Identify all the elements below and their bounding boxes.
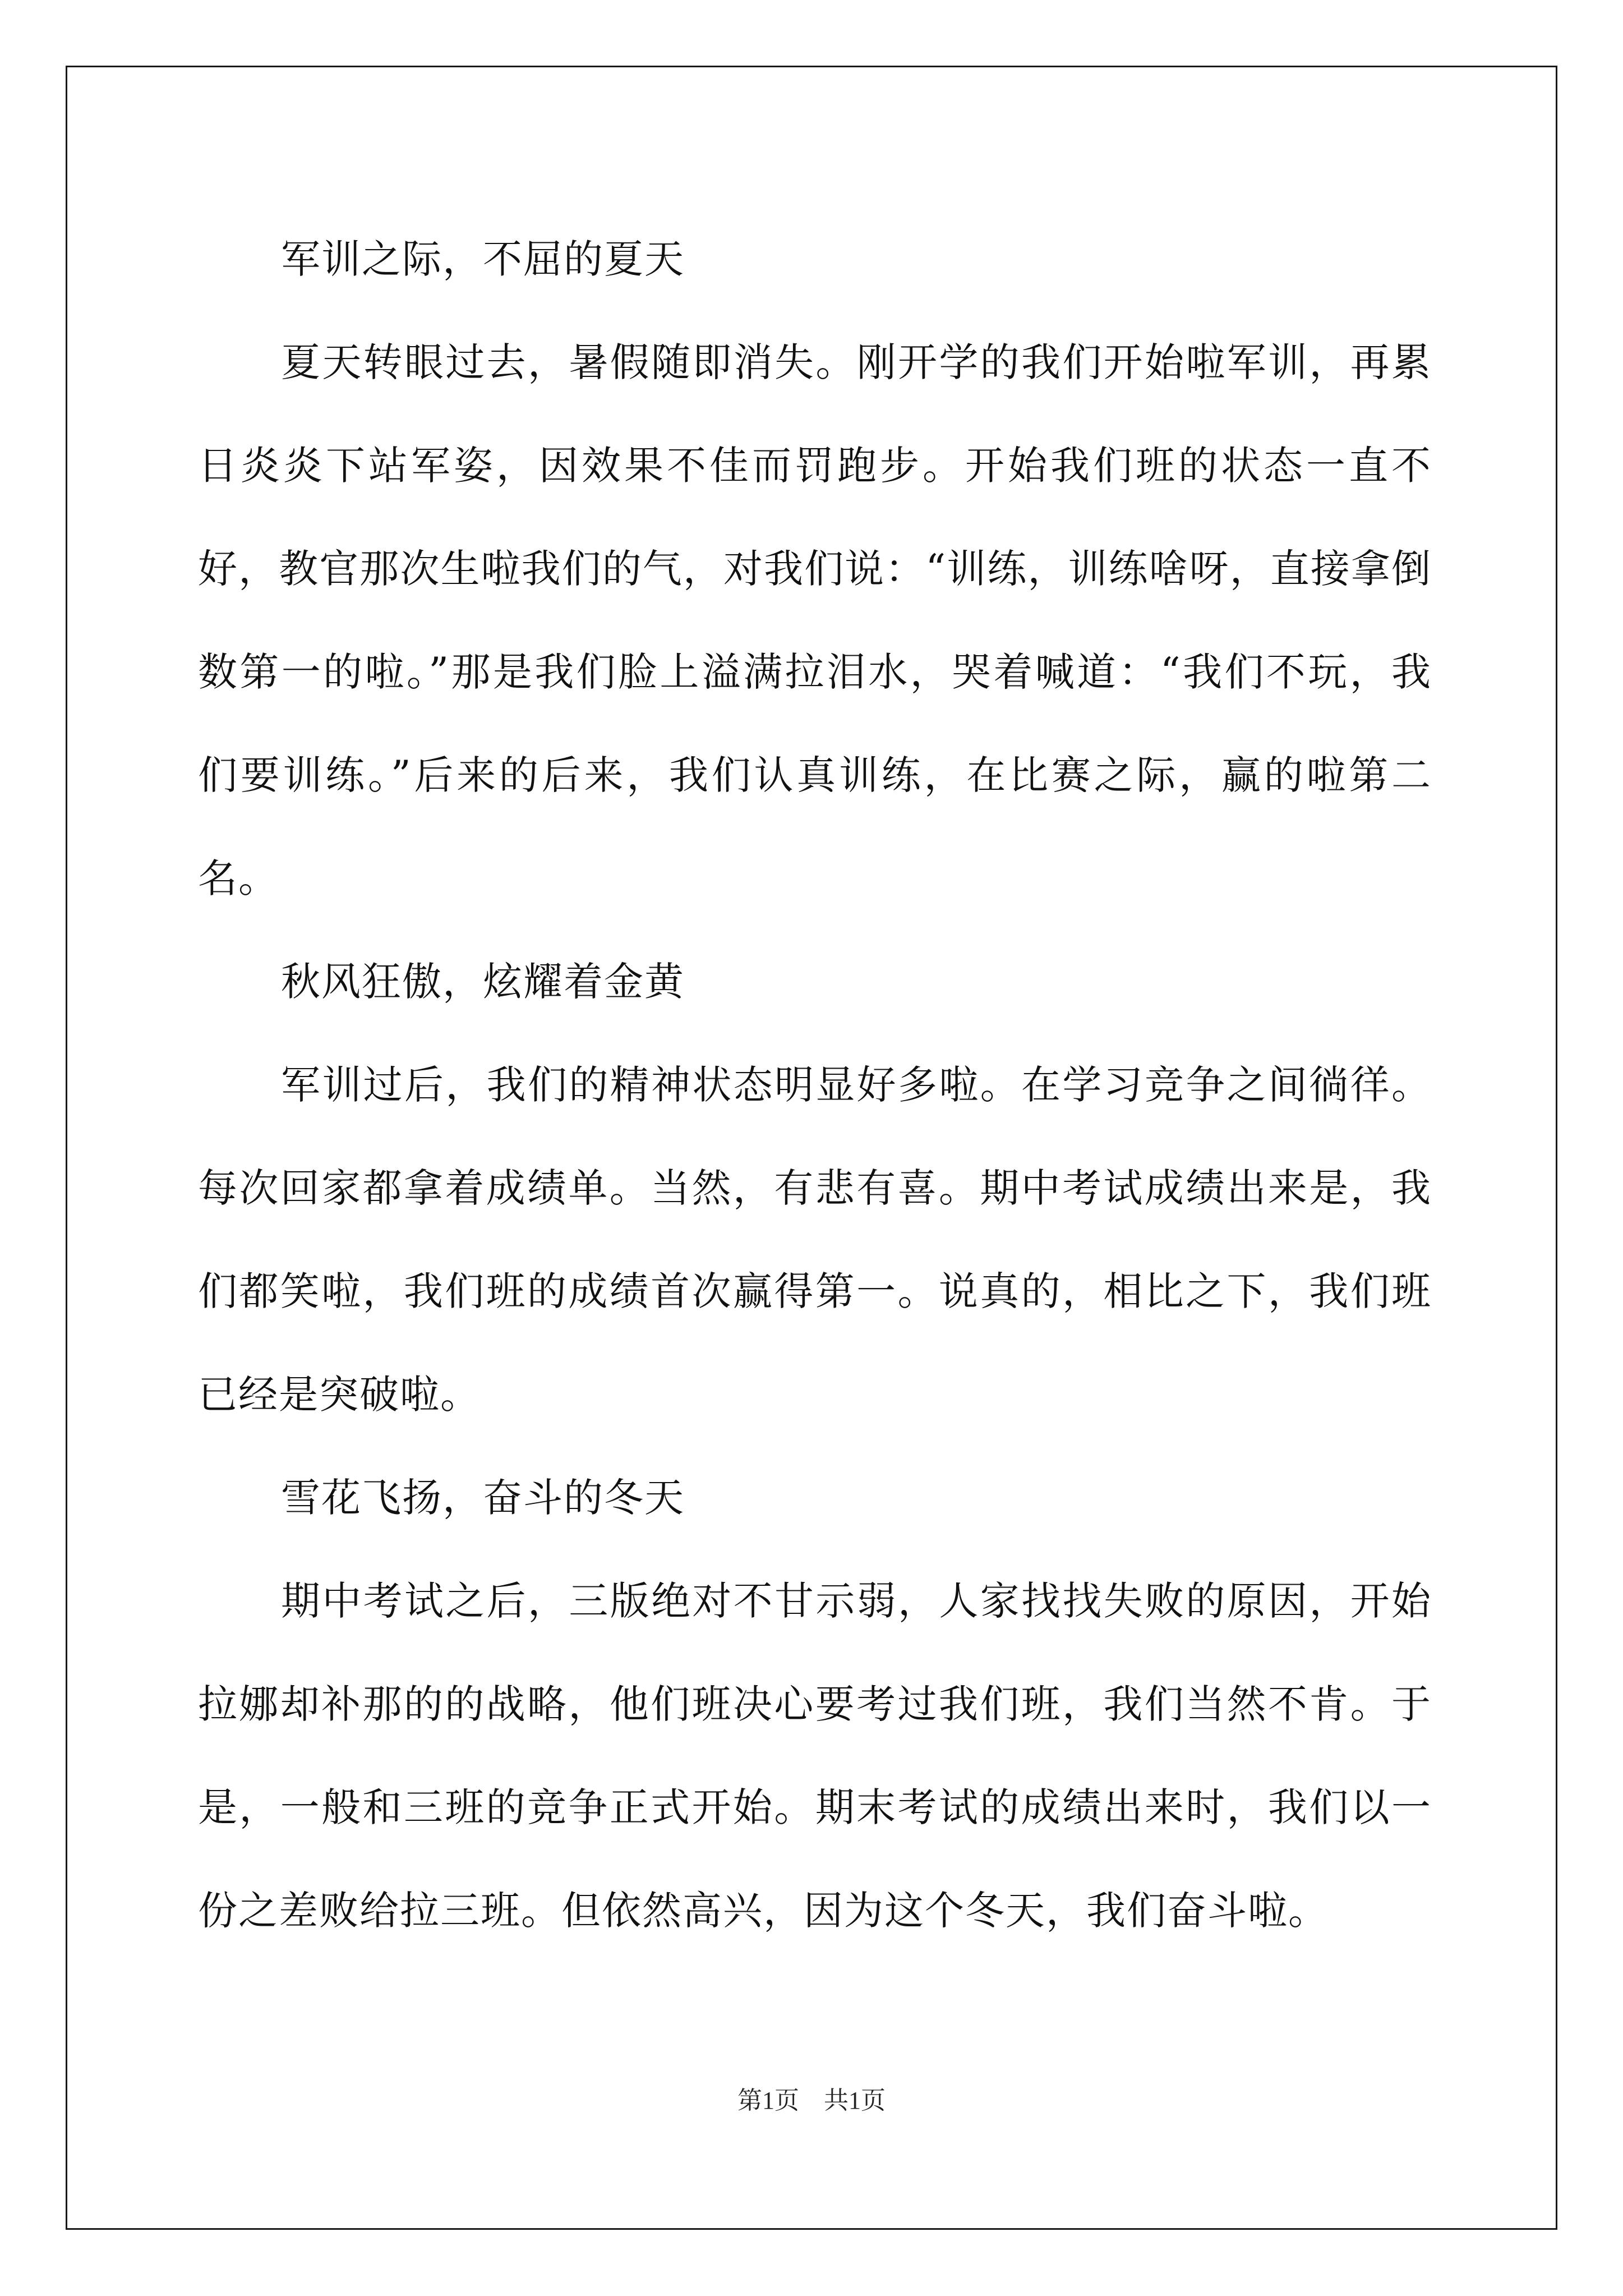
paragraph-summer: 夏天转眼过去，暑假随即消失。刚开学的我们开始啦军训，再累日炎炎下站军姿，因效果不佳而罚跑步。开始我们班的状态一直不好，教官那次生啦我们的气，对我们说：“训练，训练啥呀，直接拿倒数第一的啦。”那是我们脸上溢满拉泪水，哭着喊道：“我们不玩，我们要训练。”后来的后来，我们认真训练，在比赛之际，赢的啦第二名。 (198, 339, 1432, 901)
page-number: 第1页 (737, 2087, 799, 2114)
paragraph-winter: 期中考试之后，三版绝对不甘示弱，人家找找失败的原因，开始拉娜却补那的的战略，他们班决心要考过我们班，我们当然不肯。于是，一般和三班的竞争正式开始。期末考试的成绩出来时，我们以一份之差败给拉三班。但依然高兴，因为这个冬天，我们奋斗啦。 (198, 1578, 1432, 1934)
section-heading-autumn: 秋风狂傲，炫耀着金黄 (281, 959, 685, 1005)
document-body (198, 208, 1432, 1962)
section-heading-summer: 军训之际，不屈的夏天 (281, 236, 685, 282)
section-heading-winter: 雪花飞扬，奋斗的冬天 (281, 1475, 685, 1521)
page-footer (0, 2080, 1623, 2116)
paragraph-autumn: 军训过后，我们的精神状态明显好多啦。在学习竞争之间徜徉。每次回家都拿着成绩单。当然，有悲有喜。期中考试成绩出来是，我们都笑啦，我们班的成绩首次赢得第一。说真的，相比之下，我们班已经是突破啦。 (198, 1062, 1432, 1418)
page-total: 共1页 (824, 2087, 886, 2114)
